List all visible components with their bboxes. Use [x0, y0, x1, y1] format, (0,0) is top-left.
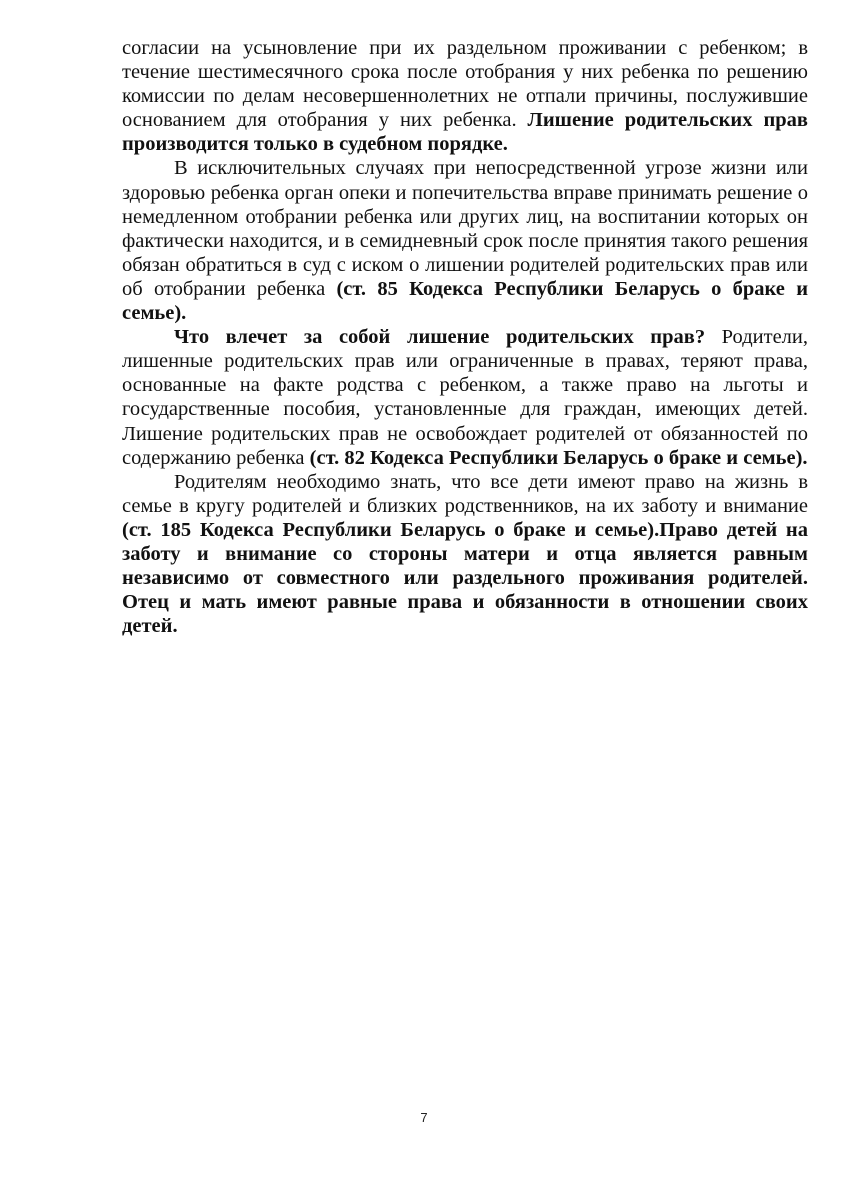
- paragraph-4-text: Родителям необходимо знать, что все дети имеют право на жизнь в семье в кругу родителей и близких родственников, на их заботу и внимание: [122, 470, 808, 517]
- paragraph-3: [122, 325, 808, 470]
- paragraph-3-question: Что влечет за собой лишение родительских прав?: [174, 326, 706, 349]
- paragraph-2: [122, 156, 808, 325]
- paragraph-1-text: согласии на усыновление при их раздельном проживании с ребенком; в течение шестимесячного срока после отобрания у них ребенка по решению комиссии по делам несовершеннолетних не отпали причины, послужившие основанием для отобрания у них ребенка.: [122, 37, 808, 132]
- paragraph-3-citation: (ст. 82 Кодекса Республики Беларусь о браке и семье).: [309, 446, 808, 469]
- document-body: [122, 36, 808, 638]
- paragraph-3-text: Родители, лишенные родительских прав или ограниченные в правах, теряют права, основанные на факте родства с ребенком, а также право на льготы и государственные пособия, установленные для граждан, имеющих детей. Лишение родительских прав не освобождает родителей от обязанностей по содержанию ребенка: [122, 326, 808, 469]
- paragraph-4-bold-text: (ст. 185 Кодекса Республики Беларусь о браке и семье).Право детей на заботу и внимание со стороны матери и отца является равным независимо от совместного или раздельного проживания родителей. Отец и мать имеют равные права и обязанности в отношении своих детей.: [122, 518, 808, 638]
- paragraph-2-citation: (ст. 85 Кодекса Республики Беларусь о браке и семье).: [122, 277, 808, 325]
- paragraph-2-text: В исключительных случаях при непосредственной угрозе жизни или здоровью ребенка орган опеки и попечительства вправе принимать решение о немедленном отобрании ребенка или других лиц, на воспитании которых он фактически находится, и в семидневный срок после принятия такого решения обязан обратиться в суд с иском о лишении родителей родительских прав или об отобрании ребенка: [122, 157, 808, 300]
- paragraph-4: [122, 470, 808, 639]
- paragraph-1: [122, 36, 808, 156]
- page-number: 7: [420, 1110, 428, 1125]
- paragraph-1-bold-text: Лишение родительских прав производится только в судебном порядке.: [122, 109, 808, 156]
